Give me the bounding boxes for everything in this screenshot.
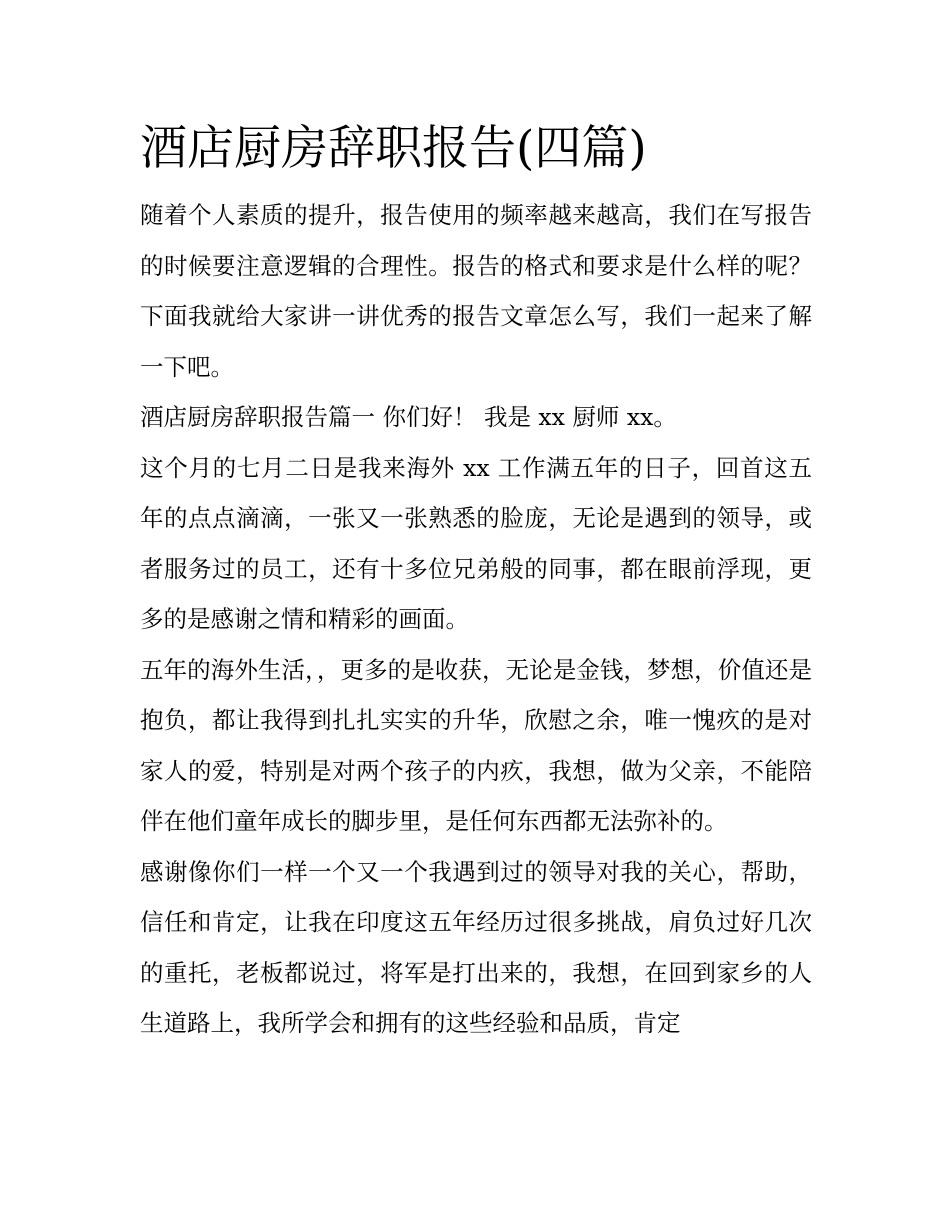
paragraph-gratitude: 感谢像你们一样一个又一个我遇到过的领导对我的关心，帮助，信任和肯定，让我在印度这五年经历过很多挑战，肩负过好几次的重托，老板都说过，将军是打出来的，我想，在回到家乡的人生道路上，我所学会和拥有的这些经验和品质，肯定 [140,857,812,1037]
paragraph-anniversary: 这个月的七月二日是我来海外 xx 工作满五年的日子，回首这五年的点点滴滴，一张又一张熟悉的脸庞，无论是遇到的领导，或者服务过的员工，还有十多位兄弟般的同事，都在眼前浮现，更多的是感谢之情和精彩的画面。 [140,453,812,633]
paragraph-overseas-life: 五年的海外生活，，更多的是收获，无论是金钱，梦想，价值还是抱负，都让我得到扎扎实实的升华，欣慰之余，唯一愧疚的是对家人的爱，特别是对两个孩子的内疚，我想，做为父亲，不能陪伴在他们童年成长的脚步里，是任何东西都无法弥补的。 [140,655,812,835]
paragraph-intro: 随着个人素质的提升，报告使用的频率越来越高，我们在写报告的时候要注意逻辑的合理性。报告的格式和要求是什么样的呢？下面我就给大家讲一讲优秀的报告文章怎么写，我们一起来了解一下吧。 [140,201,812,381]
document-body [140,118,812,1049]
paragraph-greeting: 酒店厨房辞职报告篇一 你们好！ 我是 xx 厨师 xx。 [140,403,677,431]
document-title: 酒店厨房辞职报告(四篇) [140,121,647,176]
